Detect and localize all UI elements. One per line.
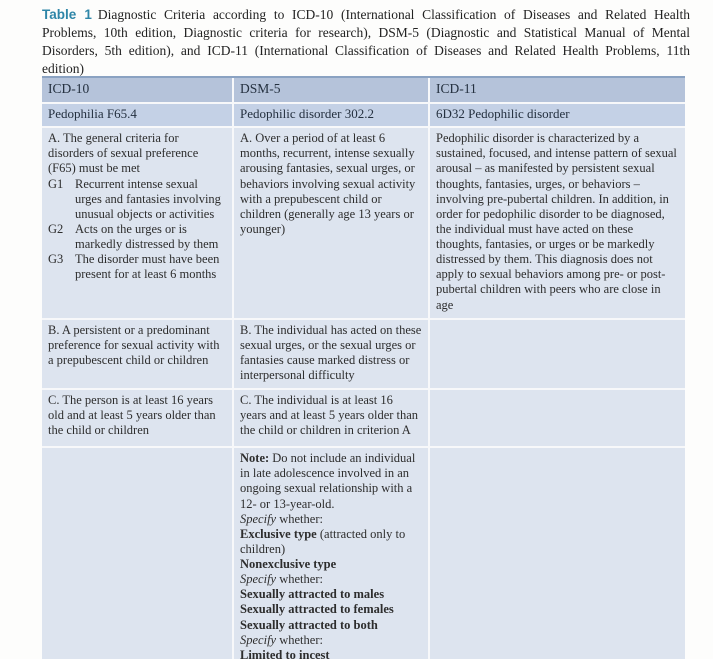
column-header-icd10: ICD-10 <box>42 78 232 102</box>
cell-specifiers-dsm5 <box>234 448 428 659</box>
column-header-icd11: ICD-11 <box>430 78 685 102</box>
criteria-item-text: Acts on the urges or is markedly distressed by them <box>75 221 219 251</box>
criteria-item-text: The disorder must have been present for at least 6 months <box>75 252 220 282</box>
caption-text: Diagnostic Criteria according to ICD-10 (International Classification of Diseases and Related Health Problems, 10th edition, Diagnostic criteria for research), DSM-5 (Diagnostic and Statistical Manual of Mental Disorders, 5th edition), and ICD-11 (International Classification of Diseases and Related Health Problems, 11th edition) <box>42 7 690 76</box>
cell-criterion-a-icd10 <box>42 128 232 318</box>
specifier-line <box>240 527 422 557</box>
subheader-icd10: Pedophilia F65.4 <box>42 104 232 126</box>
specifier-segment: Sexually attracted to both <box>240 617 378 632</box>
criteria-intro: A. The general criteria for disorders of sexual preference (F65) must be met <box>48 131 199 176</box>
table-caption <box>42 6 690 78</box>
criteria-item <box>48 252 226 282</box>
criteria-item <box>48 177 226 222</box>
subheader-icd11: 6D32 Pedophilic disorder <box>430 104 685 126</box>
diagnostic-criteria-table <box>42 76 685 659</box>
specifier-segment: Limited to incest <box>240 647 330 659</box>
criteria-item-label: G2 <box>48 221 64 236</box>
specifier-segment: Specify <box>240 572 277 587</box>
cell-specifiers-icd11 <box>430 448 685 659</box>
specifier-segment: Nonexclusive type <box>240 557 337 571</box>
criteria-item-label: G3 <box>48 252 64 267</box>
subheader-dsm5: Pedophilic disorder 302.2 <box>234 104 428 126</box>
column-header-dsm5: DSM-5 <box>234 78 428 102</box>
specifier-line <box>240 602 422 617</box>
criteria-item-label: G1 <box>48 176 64 191</box>
specifier-segment: Specify <box>240 511 277 526</box>
cell-criterion-c-icd11 <box>430 390 685 446</box>
cell-criterion-b-icd10: B. A persistent or a predominant preference for sexual activity with a prepubescent child or children <box>42 320 232 389</box>
specifier-segment: Specify <box>240 632 277 647</box>
specifier-segment: whether: <box>276 632 323 647</box>
specifier-line <box>240 451 422 512</box>
specifier-segment: whether: <box>276 572 323 587</box>
specifier-segment: Exclusive type <box>240 526 317 541</box>
specifier-segment: whether: <box>276 511 323 526</box>
specifier-line <box>240 618 422 633</box>
specifier-line <box>240 587 422 602</box>
criteria-item-text: Recurrent intense sexual urges and fantasies involving unusual objects or activities <box>75 176 221 221</box>
cell-criterion-a-icd11: Pedophilic disorder is characterized by a sustained, focused, and intense pattern of sexual arousal – as manifested by persistent sexual thoughts, fantasies, urges, or behaviors – involving pre-pubertal children. In addition, in order for pedophilic disorder to be diagnosed, the individual must have acted on these thoughts, fantasies, or urges or be markedly distressed by them. This diagnosis does not apply to sexual behaviors among pre- or post-pubertal children with peers who are close in age <box>430 128 685 318</box>
specifier-line <box>240 572 422 587</box>
cell-criterion-a-dsm5: A. Over a period of at least 6 months, recurrent, intense sexually arousing fantasies, sexual urges, or behaviors involving sexual activity with a prepubescent child or children (generally age 13 years or younger) <box>234 128 428 318</box>
specifier-line <box>240 557 422 572</box>
specifier-segment: Do not include an individual in late adolescence involved in an ongoing sexual relationship with a 12- or 13-year-old. <box>240 451 416 511</box>
cell-criterion-c-dsm5: C. The individual is at least 16 years and at least 5 years older than the child or children in criterion A <box>234 390 428 446</box>
cell-criterion-b-dsm5: B. The individual has acted on these sexual urges, or the sexual urges or fantasies cause marked distress or interpersonal difficulty <box>234 320 428 389</box>
specifier-line <box>240 648 422 659</box>
cell-specifiers-icd10 <box>42 448 232 659</box>
cell-criterion-c-icd10: C. The person is at least 16 years old and at least 5 years older than the child or children <box>42 390 232 446</box>
cell-criterion-b-icd11 <box>430 320 685 389</box>
specifier-segment: Sexually attracted to females <box>240 602 394 617</box>
criteria-item <box>48 222 226 252</box>
caption-label: Table 1 <box>42 7 92 22</box>
specifier-line <box>240 633 422 648</box>
specifier-segment: Sexually attracted to males <box>240 587 385 602</box>
specifier-segment: (attracted only to children) <box>240 526 406 556</box>
specifier-segment: Note: <box>240 451 270 466</box>
specifier-line <box>240 512 422 527</box>
